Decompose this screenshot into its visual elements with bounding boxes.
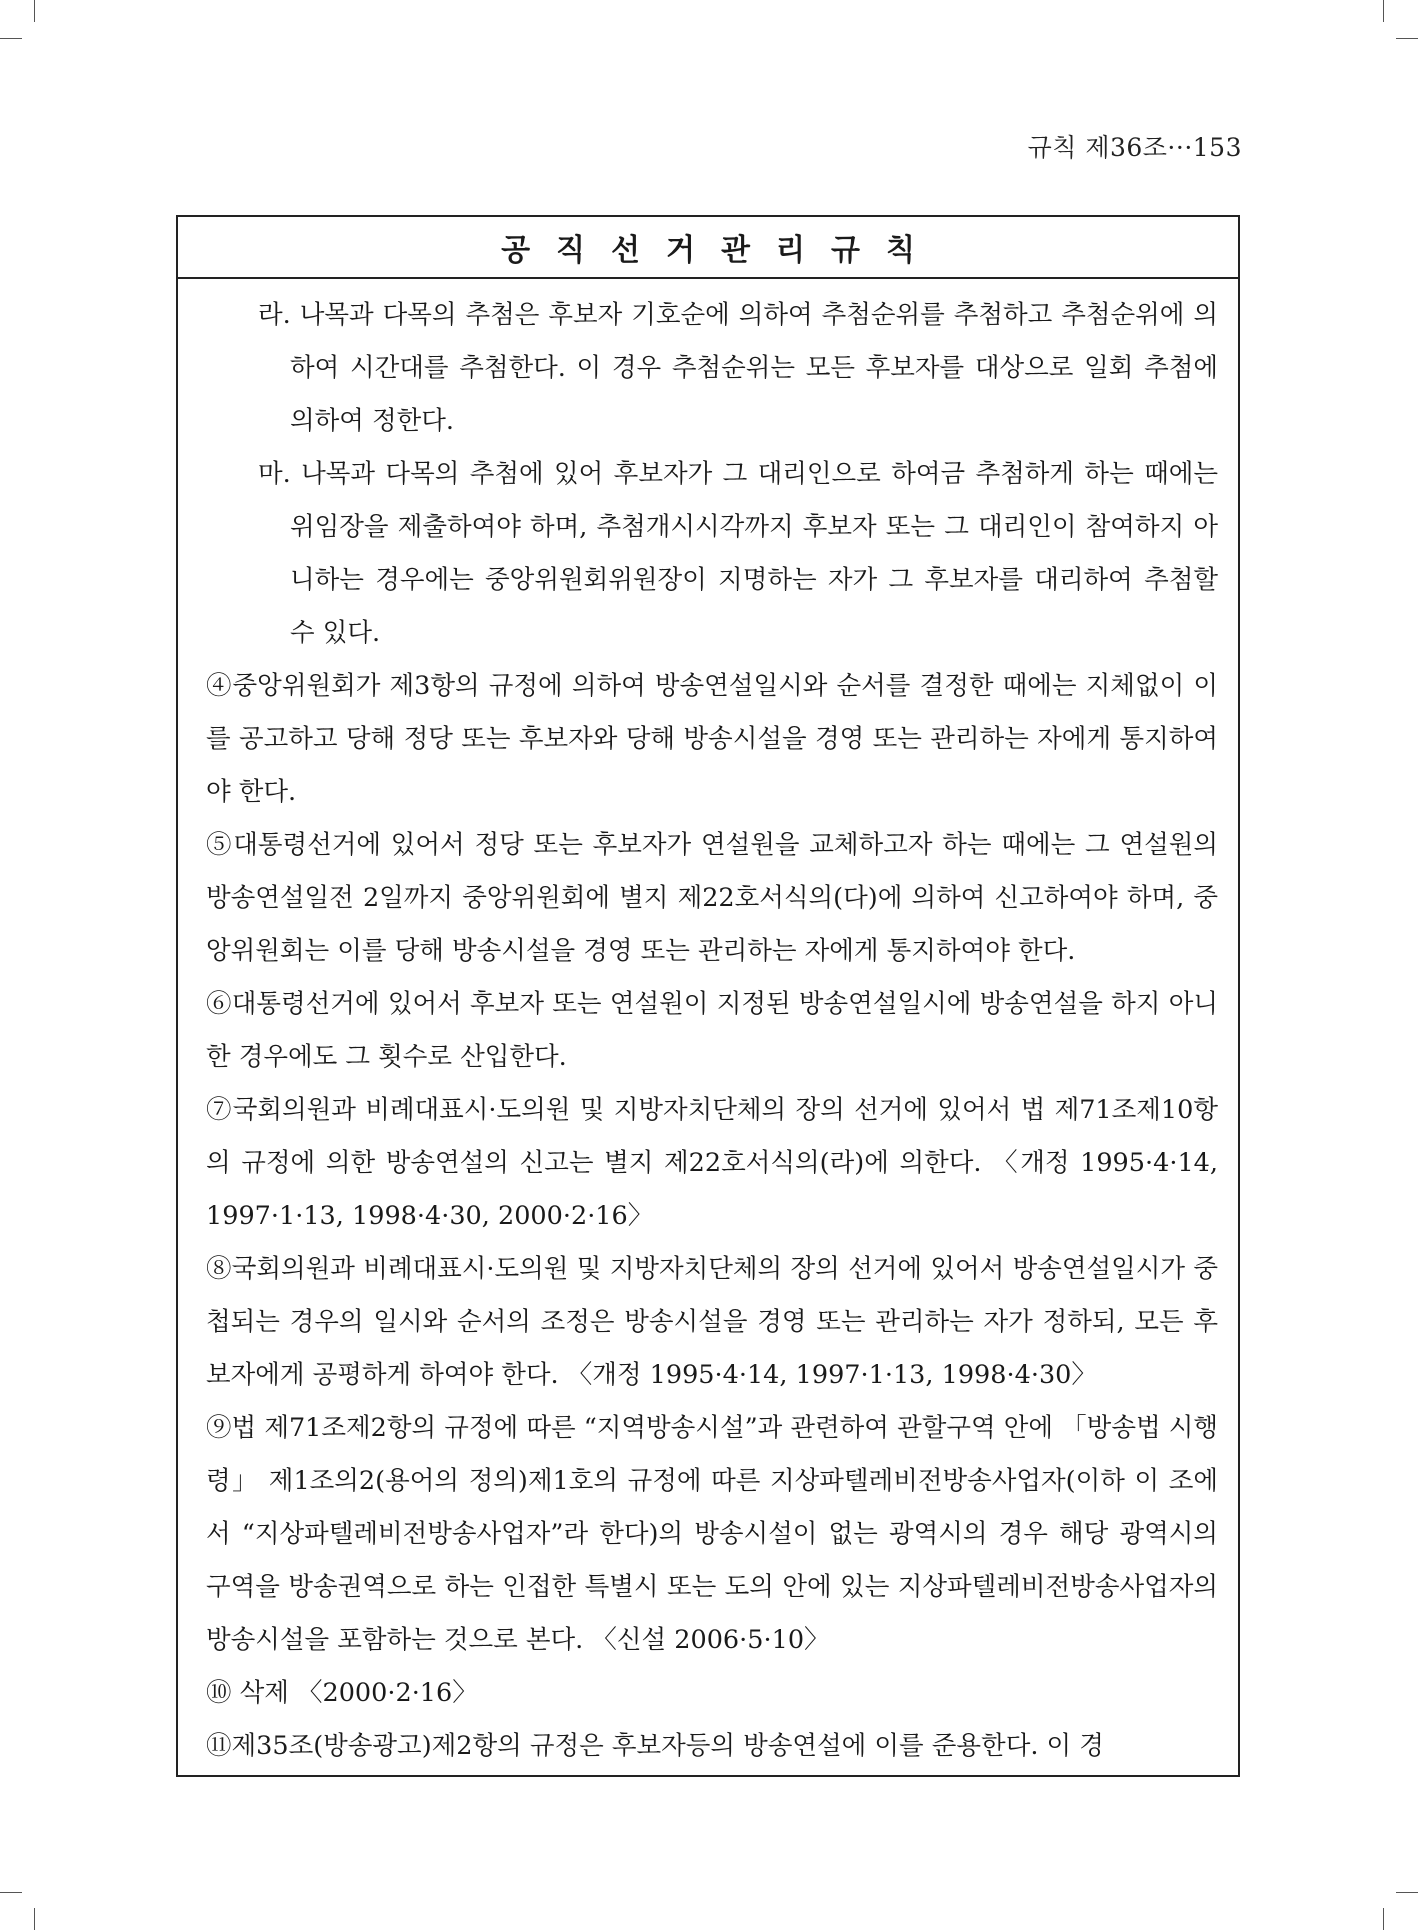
crop-mark bbox=[0, 1892, 22, 1893]
item-ra: 라. 나목과 다목의 추첨은 후보자 기호순에 의하여 추첨순위를 추첨하고 추첨순위에 의하여 시간대를 추첨한다. 이 경우 추첨순위는 모든 후보자를 대상으로 일회 추첨에 의하여 정한다. bbox=[258, 300, 1218, 436]
paragraph-7: ⑦국회의원과 비례대표시·도의원 및 지방자치단체의 장의 선거에 있어서 법 제71조제10항의 규정에 의한 방송연설의 신고는 별지 제22호서식의(라)에 의한다. 〈개정 1995·4·14, 1997·1·13, 1998·4·30, 2000·2·16〉 bbox=[206, 1095, 1218, 1231]
item-ma: 마. 나목과 다목의 추첨에 있어 후보자가 그 대리인으로 하여금 추첨하게 하는 때에는 위임장을 제출하여야 하며, 추첨개시시각까지 후보자 또는 그 대리인이 참여하지 아니하는 경우에는 중앙위원회위원장이 지명하는 자가 그 후보자를 대리하여 추첨할 수 있다. bbox=[258, 459, 1218, 648]
paragraph-8: ⑧국회의원과 비례대표시·도의원 및 지방자치단체의 장의 선거에 있어서 방송연설일시가 중첩되는 경우의 일시와 순서의 조정은 방송시설을 경영 또는 관리하는 자가 정하되, 모든 후보자에게 공평하게 하여야 한다. 〈개정 1995·4·14, 1997·1·13, 1998·4·30〉 bbox=[206, 1254, 1218, 1390]
paragraph-6: ⑥대통령선거에 있어서 후보자 또는 연설원이 지정된 방송연설일시에 방송연설을 하지 아니한 경우에도 그 횟수로 산입한다. bbox=[206, 989, 1218, 1072]
frame-title: 공직선거관리규칙 bbox=[178, 217, 1238, 279]
paragraph-4: ④중앙위원회가 제3항의 규정에 의하여 방송연설일시와 순서를 결정한 때에는 지체없이 이를 공고하고 당해 정당 또는 후보자와 당해 방송시설을 경영 또는 관리하는 자에게 통지하여야 한다. bbox=[206, 671, 1218, 807]
crop-mark bbox=[1383, 1908, 1384, 1930]
paragraph-10: ⑩ 삭제 〈2000·2·16〉 bbox=[206, 1678, 478, 1708]
regulation-frame bbox=[176, 215, 1240, 1777]
paragraph-11: ⑪제35조(방송광고)제2항의 규정은 후보자등의 방송연설에 이를 준용한다. 이 경 bbox=[206, 1731, 1104, 1761]
crop-mark bbox=[1383, 0, 1384, 22]
running-header: 규칙 제36조···153 bbox=[1027, 133, 1242, 162]
crop-mark bbox=[1396, 1892, 1418, 1893]
crop-mark bbox=[0, 38, 22, 39]
regulation-body bbox=[178, 279, 1238, 1773]
paragraph-9: ⑨법 제71조제2항의 규정에 따른 “지역방송시설”과 관련하여 관할구역 안에 「방송법 시행령」 제1조의2(용어의 정의)제1호의 규정에 따른 지상파텔레비전방송사업자(이하 이 조에서 “지상파텔레비전방송사업자”라 한다)의 방송시설이 없는 광역시의 경우 해당 광역시의 구역을 방송권역으로 하는 인접한 특별시 또는 도의 안에 있는 지상파텔레비전방송사업자의 방송시설을 포함하는 것으로 본다. 〈신설 2006·5·10〉 bbox=[206, 1413, 1218, 1655]
crop-mark bbox=[34, 0, 35, 22]
crop-mark bbox=[34, 1908, 35, 1930]
paragraph-5: ⑤대통령선거에 있어서 정당 또는 후보자가 연설원을 교체하고자 하는 때에는 그 연설원의 방송연설일전 2일까지 중앙위원회에 별지 제22호서식의(다)에 의하여 신고하여야 하며, 중앙위원회는 이를 당해 방송시설을 경영 또는 관리하는 자에게 통지하여야 한다. bbox=[206, 830, 1218, 966]
crop-mark bbox=[1396, 38, 1418, 39]
